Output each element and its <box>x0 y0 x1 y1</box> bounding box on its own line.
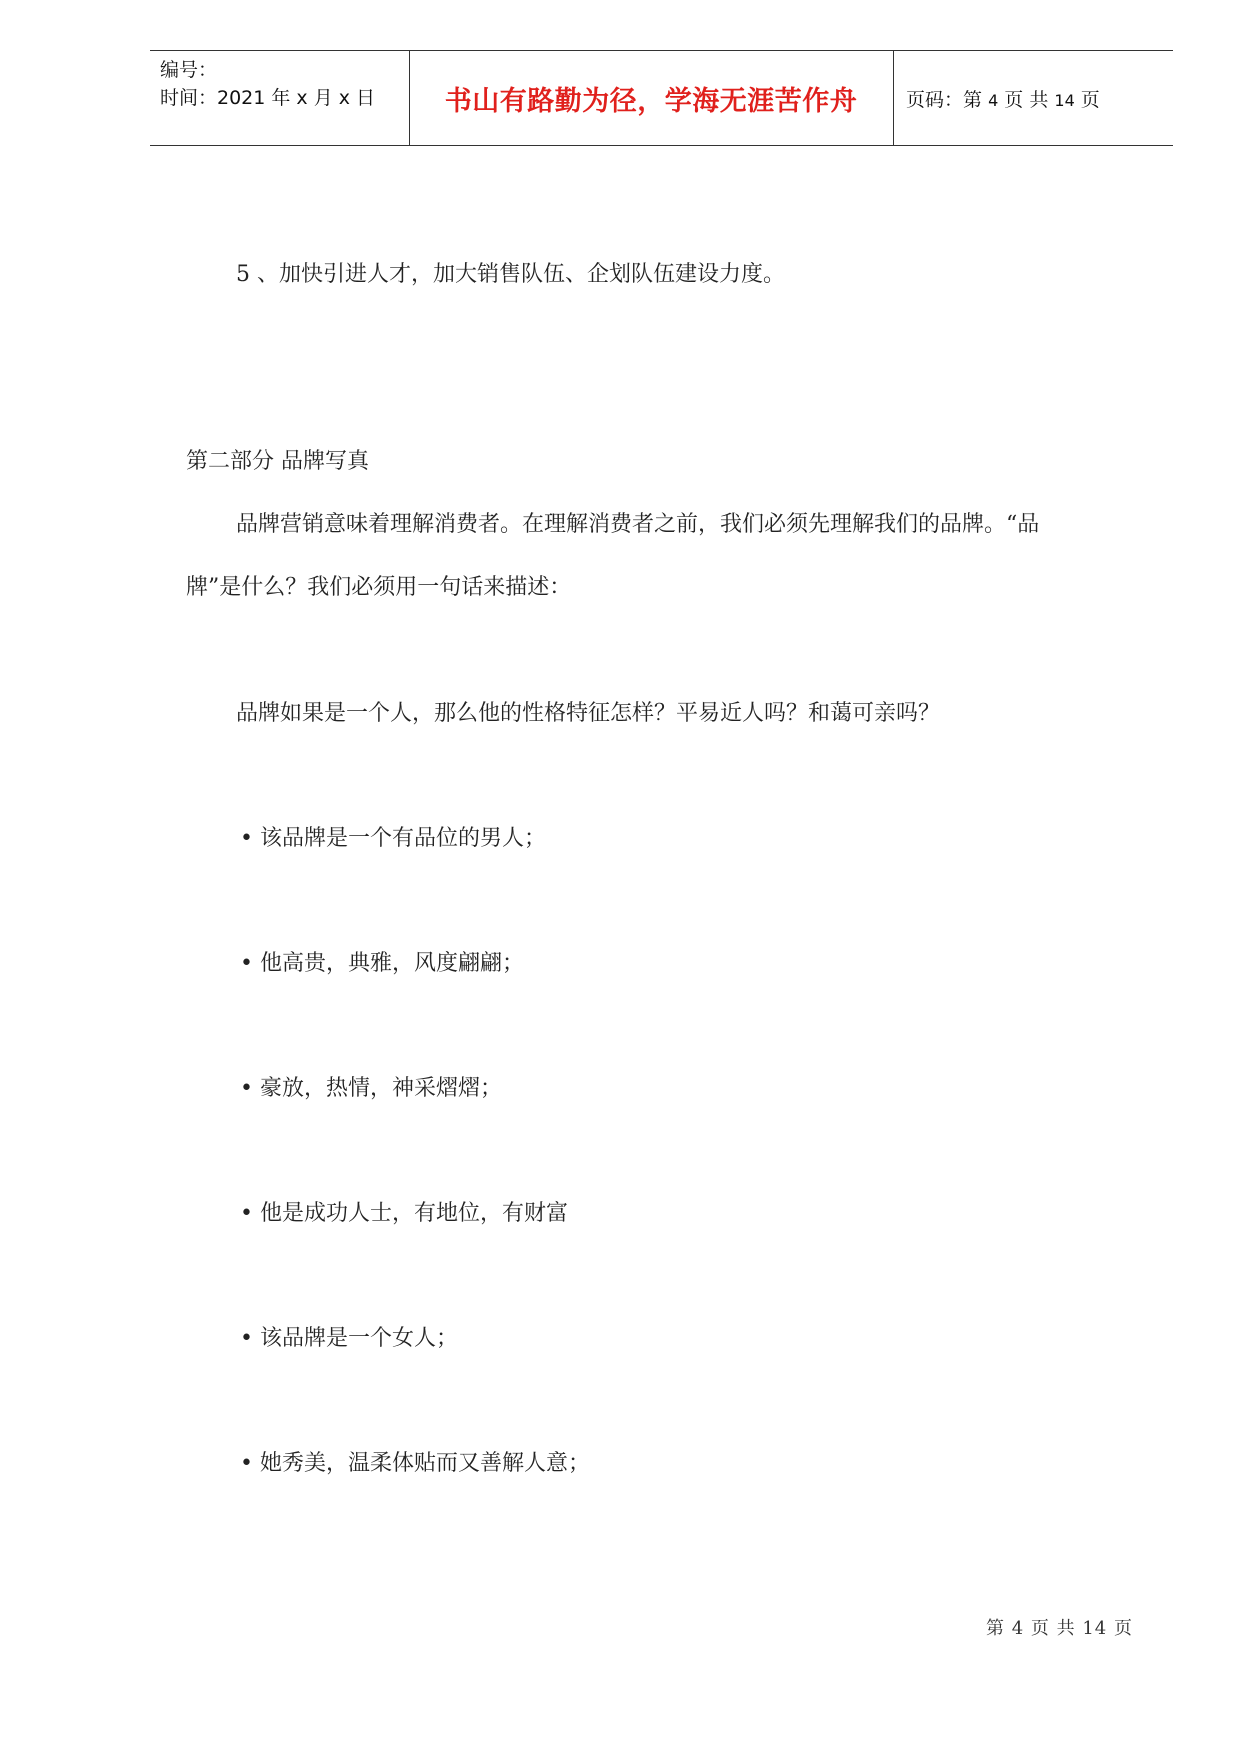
header-page-info <box>894 51 1173 145</box>
paragraph-2: 品牌如果是一个人，那么他的性格特征怎样？平易近人吗？和蔼可亲吗？ <box>236 701 941 726</box>
header-motto: 书山有路勤为径，学海无涯苦作舟 <box>444 85 858 117</box>
paragraph-1-line-1: 品牌营销意味着理解消费者。在理解消费者之前，我们必须先理解我们的品牌。“品 <box>236 512 1040 537</box>
page-suffix: 页 <box>1080 88 1100 111</box>
header-meta <box>150 51 409 145</box>
page-total: 14 <box>1054 90 1075 110</box>
page-footer: 第 4 页 共 14 页 <box>986 1618 1133 1639</box>
document-time-label: 时间：2021 年 x 月 x 日 <box>160 87 376 109</box>
bullet-item: • 该品牌是一个有品位的男人； <box>240 826 546 851</box>
bullet-item: • 该品牌是一个女人； <box>240 1326 458 1351</box>
bullet-item: • 他是成功人士，有地位，有财富 <box>240 1201 568 1226</box>
paragraph-1-line-2: 牌”是什么？我们必须用一句话来描述： <box>186 575 572 600</box>
list-item-5: 5 、加快引进人才，加大销售队伍、企划队伍建设力度。 <box>236 262 785 287</box>
bullet-item: • 她秀美，温柔体贴而又善解人意； <box>240 1451 590 1476</box>
bullet-item: • 豪放，热情，神采熠熠； <box>240 1076 502 1101</box>
page-current: 4 <box>988 90 999 110</box>
document-number-label: 编号： <box>160 59 218 81</box>
page-mid: 页 共 <box>1004 88 1049 111</box>
section-title: 第二部分 品牌写真 <box>186 449 369 474</box>
page-header <box>150 50 1173 146</box>
page-prefix: 页码：第 <box>906 88 983 111</box>
bullet-item: • 他高贵，典雅，风度翩翩； <box>240 951 524 976</box>
